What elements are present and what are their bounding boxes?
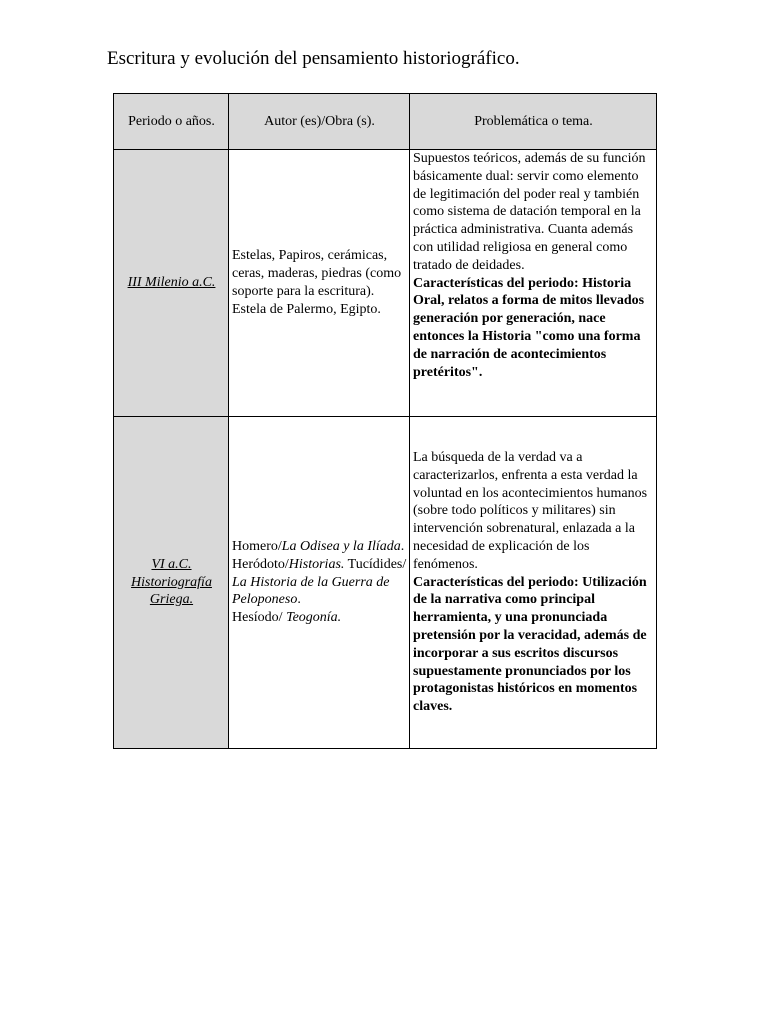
author-entry (232, 539, 404, 554)
table-row (114, 150, 657, 417)
author-entry (232, 557, 344, 572)
topic-characteristics: Características del periodo: Utilización de la narrativa como principal herramienta, y una pronunciada pretensión por la veracidad, además de incorporar a sus escritos discursos supuestamente pronunciados por los protagonistas históricos en momentos claves. (413, 574, 647, 715)
work-title: Teogonía. (286, 610, 342, 626)
author-tail: . (400, 539, 405, 554)
table-header-row (114, 94, 657, 150)
author-tail: . (297, 592, 301, 608)
author-text: Estelas, Papiros, cerámicas, ceras, maderas, piedras (como soporte para la escritura). Estela de Palermo, Egipto. (232, 248, 402, 317)
table-row (114, 417, 657, 749)
period-label: III Milenio a.C. (127, 275, 216, 291)
author-name: Hesíodo/ (232, 610, 287, 626)
header-author: Autor (es)/Obra (s). (229, 94, 410, 150)
topic-text: Supuestos teóricos, además de su función básicamente dual: servir como elemento de legitimación del poder real y también como sistema de datación temporal en la práctica administrativa. Cuanta además con utilidad religiosa en general como tratado de deidades. (413, 151, 646, 273)
work-title: La Historia de la Guerra de Peloponeso (232, 574, 390, 608)
author-entry (232, 609, 407, 627)
author-name: Heródoto/ (232, 556, 289, 572)
author-name: Tucídides/ (347, 556, 407, 572)
author-cell (229, 417, 410, 749)
period-label: VI a.C. (151, 556, 192, 572)
period-cell (114, 150, 229, 417)
period-label: Griega. (149, 592, 194, 608)
header-period: Periodo o años. (114, 94, 229, 150)
topic-text: La búsqueda de la verdad va a caracterizarlos, enfrenta a esta verdad la voluntad en los acontecimientos humanos (sobre todo políticos y militares) sin intervención sobrenatural, enlazada a la necesidad de explicación de los fenómenos. (413, 450, 648, 572)
topic-cell (410, 417, 657, 749)
historiography-table (113, 93, 657, 749)
period-label: Historiografía (131, 574, 212, 590)
work-title: Historias. (288, 556, 345, 572)
work-title: La Odisea y la Ilíada (281, 539, 401, 554)
period-cell (114, 417, 229, 749)
page-title: Escritura y evolución del pensamiento historiográfico. (107, 48, 520, 69)
topic-cell (410, 150, 657, 417)
topic-characteristics: Características del periodo: Historia Oral, relatos a forma de mitos llevados generación por generación, nace entonces la Historia "como una forma de narración de acontecimientos pretéritos". (413, 275, 645, 380)
author-cell (229, 150, 410, 417)
header-topic: Problemática o tema. (410, 94, 657, 150)
author-name: Homero/ (232, 539, 282, 554)
